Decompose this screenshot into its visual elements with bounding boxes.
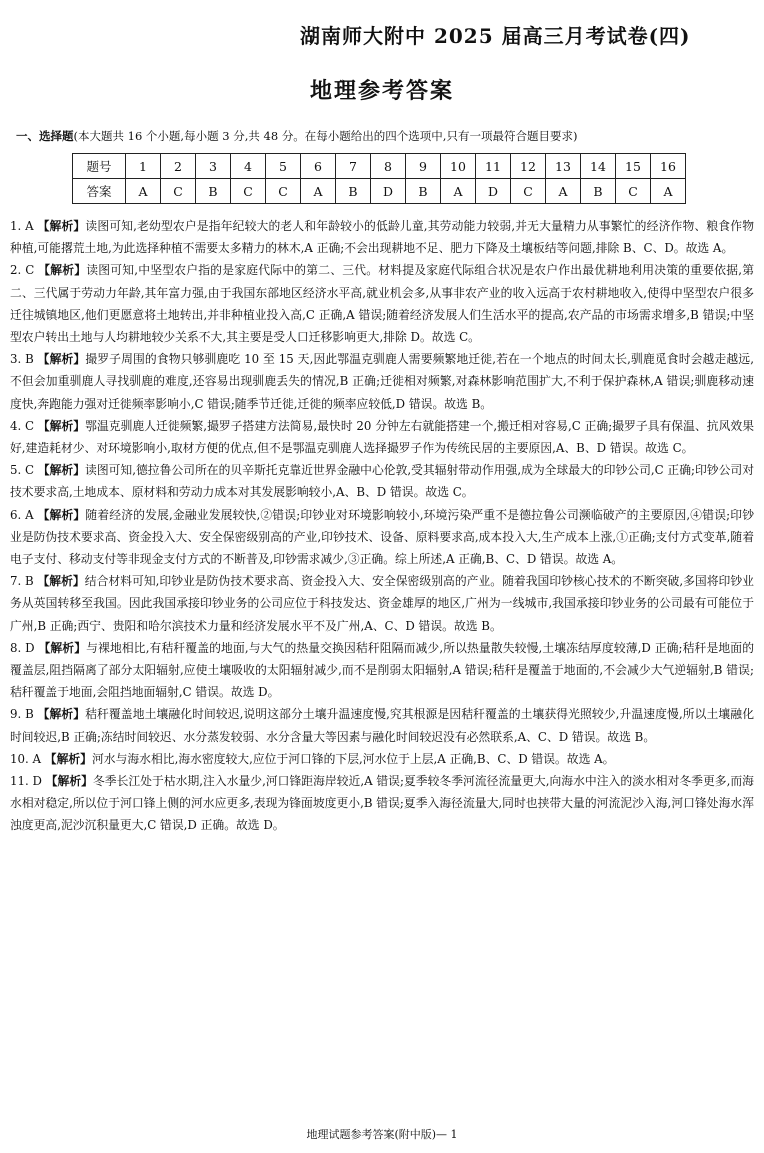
answer-cell: B bbox=[336, 179, 371, 204]
subject-title: 地理参考答案 bbox=[309, 78, 454, 104]
question-number-cell: 5 bbox=[266, 154, 301, 179]
explanation-list bbox=[10, 215, 754, 837]
section-instruction: (本大题共 16 个小题,每小题 3 分,共 48 分。在每小题给出的四个选项中,只有一项最符合题目要求) bbox=[73, 129, 578, 143]
section-label: 一、选择题 bbox=[16, 129, 74, 143]
item-analysis-tag: 【解析】 bbox=[37, 463, 86, 478]
answer-table-answer-row bbox=[73, 179, 686, 204]
question-number-cell: 4 bbox=[231, 154, 266, 179]
item-answer: 6. A bbox=[10, 507, 34, 522]
item-analysis-tag: 【解析】 bbox=[38, 640, 87, 655]
question-number-cell: 7 bbox=[336, 154, 371, 179]
answer-cell: A bbox=[441, 179, 476, 204]
list-item bbox=[10, 748, 754, 770]
item-analysis-tag: 【解析】 bbox=[37, 507, 86, 522]
item-text: 读图可知,德拉鲁公司所在的贝辛斯托克靠近世界金融中心伦敦,受其辐射带动作用强,成为全球最大的印钞公司,C 正确;印钞公司对技术要求高,土地成本、原材料和劳动力成本对其发展影响较小,A、B、D 错误。故选 C。 bbox=[10, 463, 754, 500]
question-number-cell: 12 bbox=[511, 154, 546, 179]
item-answer: 2. C bbox=[10, 263, 35, 278]
item-answer: 11. D bbox=[10, 774, 42, 789]
exam-title: 湖南师大附中 2025 届高三月考试卷(四) bbox=[300, 24, 691, 48]
question-number-cell: 3 bbox=[196, 154, 231, 179]
item-answer: 5. C bbox=[10, 463, 35, 478]
item-answer: 9. B bbox=[10, 707, 34, 722]
item-answer: 1. A bbox=[10, 219, 34, 233]
row-label-number: 题号 bbox=[73, 154, 126, 179]
list-item bbox=[10, 348, 754, 415]
list-item bbox=[10, 570, 754, 637]
item-analysis-tag: 【解析】 bbox=[37, 707, 86, 722]
question-number-cell: 11 bbox=[476, 154, 511, 179]
answer-cell: B bbox=[406, 179, 441, 204]
answer-cell: C bbox=[511, 179, 546, 204]
item-text: 与裸地相比,有秸秆覆盖的地面,与大气的热量交换因秸秆阻隔而减少,所以热量散失较慢,土壤冻结厚度较薄,D 正确;秸秆是地面的覆盖层,阻挡隔离了部分太阳辐射,应使土壤吸收的太阳辐射减少,而不是削弱太阳辐射,A 错误;秸秆是覆盖于地面的,不会减少大气逆辐射,B 错误;秸秆覆盖于地面,会阻挡地面辐射,C 错误。故选 D。 bbox=[10, 640, 755, 700]
answer-cell: A bbox=[546, 179, 581, 204]
answer-cell: D bbox=[371, 179, 406, 204]
item-text: 读图可知,老幼型农户是指年纪较大的老人和年龄较小的低龄儿童,其劳动能力较弱,并无大量精力从事繁忙的经济作物、粮食作物种植,可能撂荒土地,为此选择种植不需要太多精力的林木,A 正确;不会出现耕地不足、肥力下降及土壤板结等问题,排除 B、C、D。故选 A。 bbox=[10, 219, 754, 256]
item-text: 结合材料可知,印钞业是防伪技术要求高、资金投入大、安全保密级别高的产业。随着我国印钞核心技术的不断突破,多国将印钞业务从英国转移至我国。因此我国承接印钞业务的公司应位于科技发达、资金雄厚的地区,广州为一线城市,我国承接印钞业务的公司最有可能位于广州,B 正确;西宁、贵阳和哈尔滨技术力量和经济发展水平不及广州,A、C、D 错误。故选 B。 bbox=[10, 574, 754, 633]
page-footer: 地理试题参考答案(附中版)— 1 bbox=[306, 1128, 458, 1141]
list-item bbox=[10, 703, 754, 747]
list-item bbox=[10, 637, 754, 704]
list-item bbox=[10, 215, 754, 259]
list-item bbox=[10, 504, 754, 571]
item-answer: 3. B bbox=[10, 352, 34, 367]
answer-cell: A bbox=[126, 179, 161, 204]
question-number-cell: 8 bbox=[371, 154, 406, 179]
answer-table bbox=[72, 153, 686, 204]
answer-cell: C bbox=[161, 179, 196, 204]
question-number-cell: 9 bbox=[406, 154, 441, 179]
item-answer: 8. D bbox=[10, 640, 35, 655]
row-label-answer: 答案 bbox=[73, 179, 126, 204]
item-answer: 10. A bbox=[10, 751, 42, 766]
item-analysis-tag: 【解析】 bbox=[37, 352, 86, 367]
item-analysis-tag: 【解析】 bbox=[37, 574, 85, 589]
item-analysis-tag: 【解析】 bbox=[38, 263, 87, 278]
answer-cell: C bbox=[616, 179, 651, 204]
answer-cell: A bbox=[651, 179, 686, 204]
item-answer: 7. B bbox=[10, 574, 34, 589]
answer-cell: C bbox=[231, 179, 266, 204]
answer-cell: D bbox=[476, 179, 511, 204]
question-number-cell: 1 bbox=[126, 154, 161, 179]
list-item bbox=[10, 415, 754, 459]
question-number-cell: 13 bbox=[546, 154, 581, 179]
question-number-cell: 14 bbox=[581, 154, 616, 179]
question-number-cell: 2 bbox=[161, 154, 196, 179]
item-text: 河水与海水相比,海水密度较大,应位于河口锋的下层,河水位于上层,A 正确,B、C、D 错误。故选 A。 bbox=[91, 751, 615, 766]
item-text: 随着经济的发展,金融业发展较快,②错误;印钞业对环境影响较小,环境污染严重不是德拉鲁公司濒临破产的主要原因,④错误;印钞业是防伪技术要求高、资金投入大、安全保密级别高的产业,印钞技术、设备、原料要求高,成本投入大,生产成本上涨,①正确;支付方式变革,随着电子支付、移动支付等非现金支付方式的不断普及,印钞需求减少,③正确。综上所述,A 正确,B、C、D 错误。故选 A。 bbox=[10, 507, 754, 567]
question-number-cell: 10 bbox=[441, 154, 476, 179]
question-number-cell: 16 bbox=[651, 154, 686, 179]
list-item bbox=[10, 459, 754, 503]
answer-cell: A bbox=[301, 179, 336, 204]
answer-table-number-row bbox=[73, 154, 686, 179]
section-heading bbox=[16, 128, 756, 144]
answer-cell: C bbox=[266, 179, 301, 204]
question-number-cell: 6 bbox=[301, 154, 336, 179]
item-analysis-tag: 【解析】 bbox=[37, 418, 86, 433]
answer-cell: B bbox=[196, 179, 231, 204]
item-text: 鄂温克驯鹿人迁徙频繁,撮罗子搭建方法简易,最快时 20 分钟左右就能搭建一个,搬迁相对容易,C 正确;撮罗子具有保温、抗风效果好,建造耗材少、对环境影响小,取材方便的优点,但不是鄂温克驯鹿人选择撮罗子作为传统民居的主要原因,A、B、D 错误。故选 C。 bbox=[10, 418, 755, 456]
item-analysis-tag: 【解析】 bbox=[44, 751, 92, 766]
answer-cell: B bbox=[581, 179, 616, 204]
item-analysis-tag: 【解析】 bbox=[37, 219, 86, 233]
item-text: 冬季长江处于枯水期,注入水量少,河口锋距海岸较近,A 错误;夏季较冬季河流径流量更大,向海水中注入的淡水相对冬季更多,而海水相对稳定,所以位于河口锋上侧的河水应更多,表现为锋面坡度更小,B 错误;夏季入海径流量大,同时也挟带大量的河流泥沙入海,河口锋处海水浑浊度更高,泥沙沉积量更大,C 错误,D 正确。故选 D。 bbox=[10, 774, 754, 833]
item-answer: 4. C bbox=[10, 418, 35, 433]
item-text: 读图可知,中坚型农户指的是家庭代际中的第二、三代。材料提及家庭代际组合状况是农户作出最优耕地利用决策的重要依据,第二、三代属于劳动力年龄,其年富力强,由于我国东部地区经济水平高,就业机会多,从事非农产业的收入远高于农村耕地收入,使得中坚型农户很多迁往城镇地区,他们更愿意将土地转出,并非种植业投入高,C 正确,A 错误;随着经济发展人们生活水平的提高,农产品的市场需求增多,B 错误;中坚型农户转出土地与人均耕地较少关系不大,其主要是受人口迁移影响更大,排除 D。故选 C。 bbox=[10, 263, 754, 345]
item-text: 秸秆覆盖地土壤融化时间较迟,说明这部分土壤升温速度慢,究其根源是因秸秆覆盖的土壤获得光照较少,升温速度慢,所以土壤融化时间较迟,B 正确;冻结时间较迟、水分蒸发较弱、水分含量大等因素与融化时间较迟没有必然联系,A、C、D 错误。故选 B。 bbox=[10, 707, 754, 744]
item-text: 撮罗子周围的食物只够驯鹿吃 10 至 15 天,因此鄂温克驯鹿人需要频繁地迁徙,若在一个地点的时间太长,驯鹿觅食时会越走越远,不但会加重驯鹿人寻找驯鹿的难度,还容易出现驯鹿丢失的情况,B 正确;迁徙相对频繁,对森林影响范围扩大,不利于保护森林,A 错误;驯鹿移动速度快,奔跑能力强对迁徙频率影响小,C 错误;随季节迁徙,迁徙的频率应较低,D 错误。故选 B。 bbox=[10, 352, 754, 411]
item-analysis-tag: 【解析】 bbox=[45, 774, 93, 789]
list-item bbox=[10, 259, 754, 348]
question-number-cell: 15 bbox=[616, 154, 651, 179]
list-item bbox=[10, 770, 754, 837]
